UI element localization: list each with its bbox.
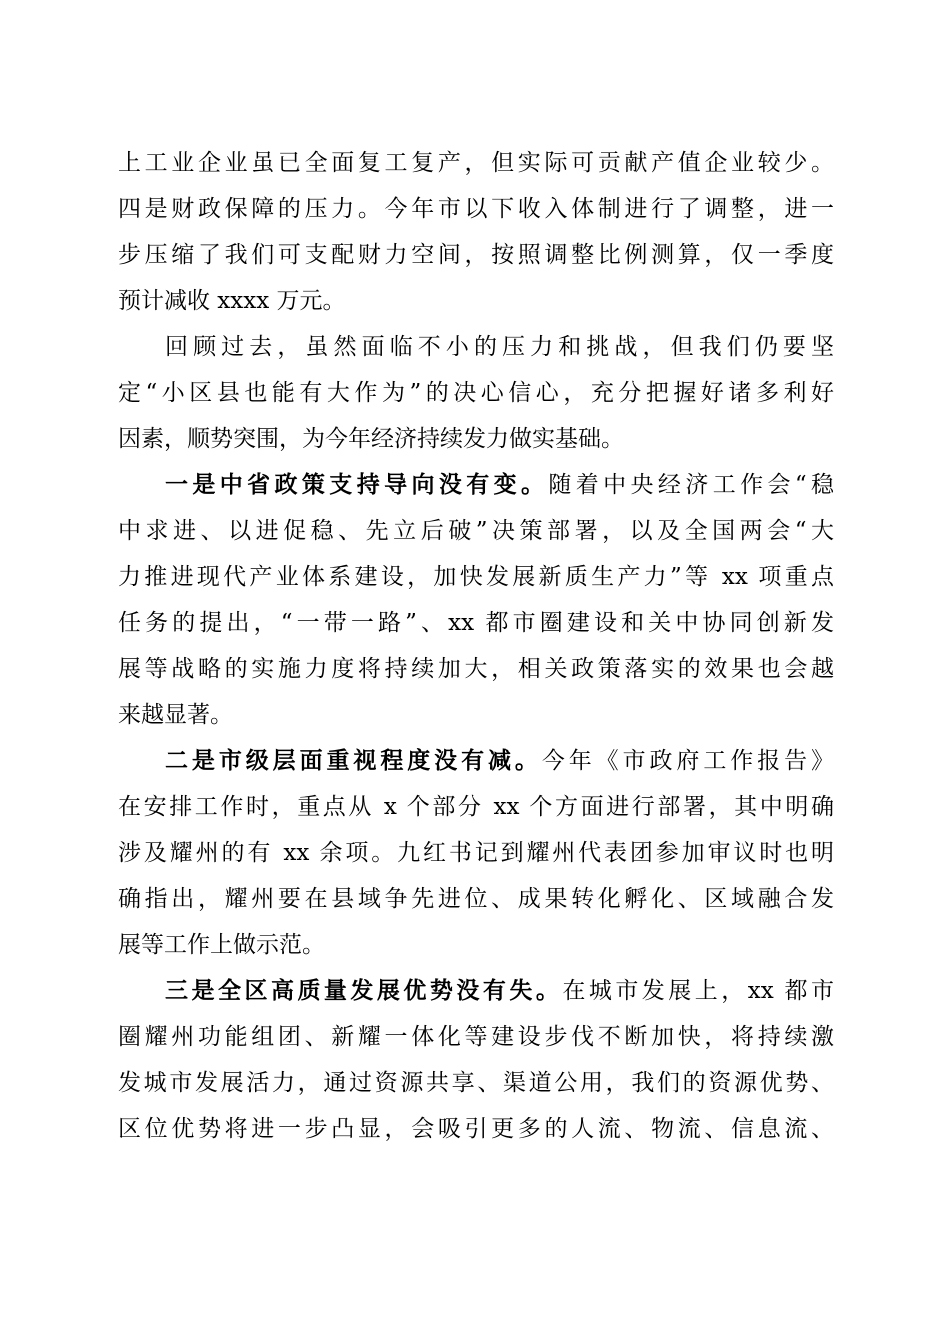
text-line: 涉及耀州的有 xx 余项。九红书记到耀州代表团参加审议时也明 [118, 840, 834, 866]
text-line: 区位优势将进一步凸显，会吸引更多的人流、物流、信息流、 [118, 1116, 834, 1142]
heading-followup-text: 随着中央经济工作会“稳 [548, 472, 834, 498]
text-line [118, 462, 834, 508]
text-line: 步压缩了我们可支配财力空间，按照调整比例测算，仅一季度 [118, 242, 834, 268]
text-line [118, 738, 834, 784]
paragraph-heading: 二是市级层面重视程度没有减。 [165, 747, 542, 774]
text-line: 上工业企业虽已全面复工复产，但实际可贡献产值企业较少。 [118, 150, 834, 176]
text-line: 四是财政保障的压力。今年市以下收入体制进行了调整，进一 [118, 196, 834, 222]
text-line: 回顾过去，虽然面临不小的压力和挑战，但我们仍要坚 [165, 334, 834, 360]
text-line: 力推进现代产业体系建设，加快发展新质生产力”等 xx 项重点 [118, 564, 834, 590]
heading-followup-text: 在城市发展上，xx 都市 [562, 978, 834, 1004]
text-line: 预计减收 xxxx 万元。 [118, 288, 346, 314]
paragraph-1 [118, 140, 834, 324]
paragraph-5 [118, 968, 834, 1152]
text-line: 展等战略的实施力度将持续加大，相关政策落实的效果也会越 [118, 656, 834, 682]
text-line: 来越显著。 [118, 702, 233, 728]
text-line: 中求进、以进促稳、先立后破”决策部署，以及全国两会“大 [118, 518, 834, 544]
text-line: 定“小区县也能有大作为”的决心信心，充分把握好诸多利好 [118, 380, 834, 406]
document-body [118, 140, 834, 1152]
paragraph-2 [118, 324, 834, 462]
text-line: 在安排工作时，重点从 x 个部分 xx 个方面进行部署，其中明确 [118, 794, 834, 820]
paragraph-heading: 一是中省政策支持导向没有变。 [165, 471, 549, 498]
text-line: 因素，顺势突围，为今年经济持续发力做实基础。 [118, 426, 624, 452]
paragraph-3 [118, 462, 834, 738]
heading-followup-text: 今年《市政府工作报告》 [541, 748, 835, 774]
text-line: 圈耀州功能组团、新耀一体化等建设步伐不断加快，将持续激 [118, 1024, 834, 1050]
text-line: 展等工作上做示范。 [118, 932, 325, 958]
paragraph-heading: 三是全区高质量发展优势没有失。 [165, 977, 563, 1004]
paragraph-4 [118, 738, 834, 968]
text-line: 发城市发展活力，通过资源共享、渠道公用，我们的资源优势、 [118, 1070, 834, 1096]
text-line [118, 968, 834, 1014]
text-line: 确指出，耀州要在县域争先进位、成果转化孵化、区域融合发 [118, 886, 834, 912]
text-line: 任务的提出，“一带一路”、xx 都市圈建设和关中协同创新发 [118, 610, 834, 636]
